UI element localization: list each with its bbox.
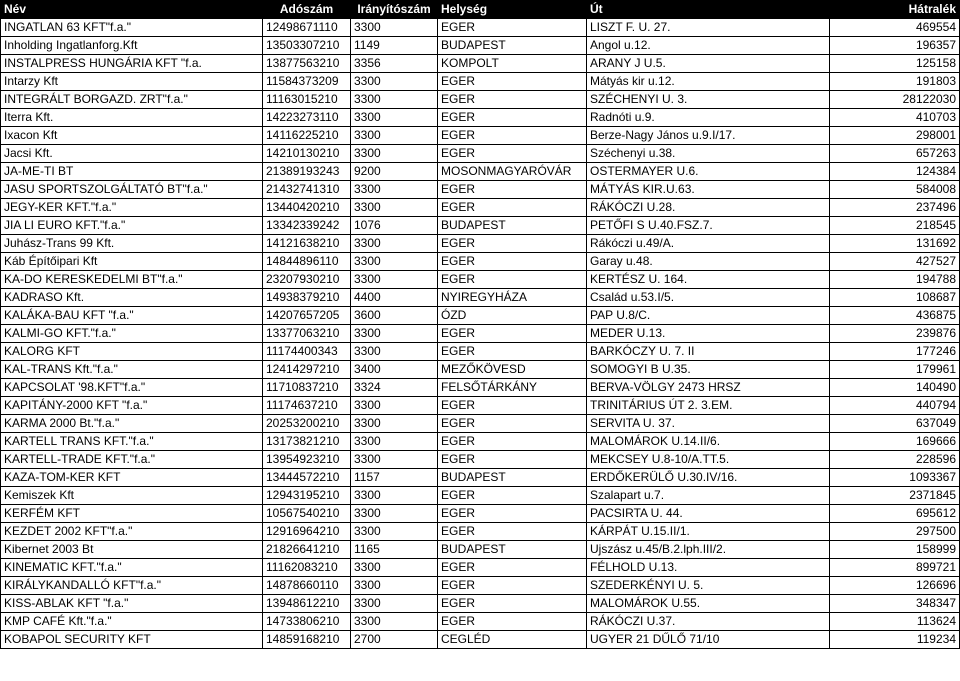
cell-postal-code: 3300 — [351, 325, 438, 343]
cell-street: Ujszász u.45/B.2.lph.III/2. — [587, 541, 830, 559]
cell-city: FELSŐTÁRKÁNY — [438, 379, 587, 397]
table-row — [1, 199, 960, 217]
cell-postal-code: 3300 — [351, 433, 438, 451]
header-postal-code: Irányítószám — [351, 1, 438, 19]
cell-name: JEGY-KER KFT."f.a." — [1, 199, 263, 217]
cell-postal-code: 3300 — [351, 343, 438, 361]
cell-postal-code: 3300 — [351, 577, 438, 595]
cell-name: KOBAPOL SECURITY KFT — [1, 631, 263, 649]
cell-street: PETŐFI S U.40.FSZ.7. — [587, 217, 830, 235]
table-row — [1, 451, 960, 469]
table-row — [1, 469, 960, 487]
cell-name: KERFÉM KFT — [1, 505, 263, 523]
cell-city: ÓZD — [438, 307, 587, 325]
cell-tax-number: 13173821210 — [263, 433, 351, 451]
cell-street: MEDER U.13. — [587, 325, 830, 343]
cell-postal-code: 3300 — [351, 181, 438, 199]
cell-name: KA-DO KERESKEDELMI BT"f.a." — [1, 271, 263, 289]
table-row — [1, 145, 960, 163]
cell-tax-number: 11584373209 — [263, 73, 351, 91]
cell-name: JASU SPORTSZOLGÁLTATÓ BT"f.a." — [1, 181, 263, 199]
cell-postal-code: 3300 — [351, 415, 438, 433]
cell-name: KISS-ABLAK KFT "f.a." — [1, 595, 263, 613]
cell-tax-number: 14733806210 — [263, 613, 351, 631]
cell-tax-number: 12916964210 — [263, 523, 351, 541]
cell-street: MÁTYÁS KIR.U.63. — [587, 181, 830, 199]
cell-name: KAL-TRANS Kft."f.a." — [1, 361, 263, 379]
cell-city: EGER — [438, 253, 587, 271]
cell-postal-code: 1157 — [351, 469, 438, 487]
table-row — [1, 433, 960, 451]
cell-street: ARANY J U.5. — [587, 55, 830, 73]
cell-name: Inholding Ingatlanforg.Kft — [1, 37, 263, 55]
cell-name: Jacsi Kft. — [1, 145, 263, 163]
cell-arrears: 237496 — [830, 199, 960, 217]
cell-street: BERVA-VÖLGY 2473 HRSZ — [587, 379, 830, 397]
cell-street: Szalapart u.7. — [587, 487, 830, 505]
cell-name: KARTELL-TRADE KFT."f.a." — [1, 451, 263, 469]
cell-city: CEGLÉD — [438, 631, 587, 649]
cell-street: Angol u.12. — [587, 37, 830, 55]
cell-tax-number: 14223273110 — [263, 109, 351, 127]
cell-city: EGER — [438, 505, 587, 523]
cell-arrears: 169666 — [830, 433, 960, 451]
cell-name: Iterra Kft. — [1, 109, 263, 127]
table-row — [1, 127, 960, 145]
table-row — [1, 613, 960, 631]
cell-city: EGER — [438, 343, 587, 361]
cell-name: KARTELL TRANS KFT."f.a." — [1, 433, 263, 451]
cell-street: Radnóti u.9. — [587, 109, 830, 127]
cell-tax-number: 23207930210 — [263, 271, 351, 289]
cell-tax-number: 13954923210 — [263, 451, 351, 469]
cell-street: RÁKÓCZI U.28. — [587, 199, 830, 217]
cell-postal-code: 3300 — [351, 451, 438, 469]
cell-city: EGER — [438, 613, 587, 631]
table-row — [1, 631, 960, 649]
cell-city: KOMPOLT — [438, 55, 587, 73]
cell-tax-number: 14207657205 — [263, 307, 351, 325]
cell-tax-number: 21432741310 — [263, 181, 351, 199]
cell-arrears: 298001 — [830, 127, 960, 145]
cell-postal-code: 3300 — [351, 19, 438, 37]
cell-street: RÁKÓCZI U.37. — [587, 613, 830, 631]
cell-tax-number: 20253200210 — [263, 415, 351, 433]
cell-city: EGER — [438, 109, 587, 127]
cell-street: Mátyás kir u.12. — [587, 73, 830, 91]
cell-city: MEZŐKÖVESD — [438, 361, 587, 379]
cell-postal-code: 3300 — [351, 505, 438, 523]
cell-name: KAPCSOLAT '98.KFT"f.a." — [1, 379, 263, 397]
cell-tax-number: 14878660110 — [263, 577, 351, 595]
cell-tax-number: 12498671110 — [263, 19, 351, 37]
cell-name: Kibernet 2003 Bt — [1, 541, 263, 559]
table-row — [1, 109, 960, 127]
cell-postal-code: 3600 — [351, 307, 438, 325]
cell-name: JA-ME-TI BT — [1, 163, 263, 181]
header-arrears: Hátralék — [830, 1, 960, 19]
cell-street: SZÉCHENYI U. 3. — [587, 91, 830, 109]
cell-city: EGER — [438, 235, 587, 253]
cell-tax-number: 13444572210 — [263, 469, 351, 487]
cell-arrears: 28122030 — [830, 91, 960, 109]
cell-tax-number: 14859168210 — [263, 631, 351, 649]
cell-postal-code: 3356 — [351, 55, 438, 73]
cell-tax-number: 14121638210 — [263, 235, 351, 253]
cell-name: INGATLAN 63 KFT"f.a." — [1, 19, 263, 37]
cell-name: KAZA-TOM-KER KFT — [1, 469, 263, 487]
cell-arrears: 427527 — [830, 253, 960, 271]
cell-street: MEKCSEY U.8-10/A.TT.5. — [587, 451, 830, 469]
cell-tax-number: 14116225210 — [263, 127, 351, 145]
cell-street: Család u.53.I/5. — [587, 289, 830, 307]
cell-arrears: 140490 — [830, 379, 960, 397]
cell-street: Garay u.48. — [587, 253, 830, 271]
cell-tax-number: 21389193243 — [263, 163, 351, 181]
cell-tax-number: 14844896110 — [263, 253, 351, 271]
cell-city: EGER — [438, 91, 587, 109]
cell-name: KARMA 2000 Bt."f.a." — [1, 415, 263, 433]
cell-street: TRINITÁRIUS ÚT 2. 3.EM. — [587, 397, 830, 415]
header-street: Út — [587, 1, 830, 19]
cell-arrears: 113624 — [830, 613, 960, 631]
table-row — [1, 487, 960, 505]
cell-arrears: 348347 — [830, 595, 960, 613]
table-row — [1, 325, 960, 343]
cell-postal-code: 4400 — [351, 289, 438, 307]
cell-city: EGER — [438, 397, 587, 415]
cell-tax-number: 13342339242 — [263, 217, 351, 235]
cell-city: EGER — [438, 271, 587, 289]
cell-postal-code: 1149 — [351, 37, 438, 55]
cell-postal-code: 3300 — [351, 109, 438, 127]
cell-street: SZEDERKÉNYI U. 5. — [587, 577, 830, 595]
cell-arrears: 158999 — [830, 541, 960, 559]
cell-postal-code: 3300 — [351, 487, 438, 505]
table-row — [1, 55, 960, 73]
table-row — [1, 19, 960, 37]
cell-name: Intarzy Kft — [1, 73, 263, 91]
cell-arrears: 108687 — [830, 289, 960, 307]
cell-name: INSTALPRESS HUNGÁRIA KFT "f.a. — [1, 55, 263, 73]
cell-city: BUDAPEST — [438, 469, 587, 487]
cell-street: ERDŐKERÜLŐ U.30.IV/16. — [587, 469, 830, 487]
cell-postal-code: 3300 — [351, 127, 438, 145]
header-tax-number: Adószám — [263, 1, 351, 19]
cell-arrears: 469554 — [830, 19, 960, 37]
cell-tax-number: 12414297210 — [263, 361, 351, 379]
cell-name: KINEMATIC KFT."f.a." — [1, 559, 263, 577]
cell-name: Káb Építőipari Kft — [1, 253, 263, 271]
cell-city: EGER — [438, 145, 587, 163]
cell-name: KEZDET 2002 KFT"f.a." — [1, 523, 263, 541]
cell-arrears: 436875 — [830, 307, 960, 325]
cell-arrears: 124384 — [830, 163, 960, 181]
cell-city: MOSONMAGYARÓVÁR — [438, 163, 587, 181]
cell-arrears: 119234 — [830, 631, 960, 649]
cell-city: EGER — [438, 127, 587, 145]
table-row — [1, 217, 960, 235]
table-body — [1, 19, 960, 649]
cell-tax-number: 13377063210 — [263, 325, 351, 343]
cell-street: BARKÓCZY U. 7. II — [587, 343, 830, 361]
cell-name: KAPITÁNY-2000 KFT "f.a." — [1, 397, 263, 415]
cell-city: BUDAPEST — [438, 541, 587, 559]
cell-postal-code: 3300 — [351, 73, 438, 91]
cell-tax-number: 11710837210 — [263, 379, 351, 397]
cell-name: Juhász-Trans 99 Kft. — [1, 235, 263, 253]
cell-postal-code: 9200 — [351, 163, 438, 181]
cell-tax-number: 11174400343 — [263, 343, 351, 361]
cell-city: EGER — [438, 577, 587, 595]
table-row — [1, 307, 960, 325]
cell-arrears: 125158 — [830, 55, 960, 73]
cell-arrears: 239876 — [830, 325, 960, 343]
cell-tax-number: 11174637210 — [263, 397, 351, 415]
cell-city: EGER — [438, 19, 587, 37]
cell-postal-code: 2700 — [351, 631, 438, 649]
cell-city: EGER — [438, 559, 587, 577]
cell-tax-number: 11163015210 — [263, 91, 351, 109]
cell-street: UGYER 21 DŰLŐ 71/10 — [587, 631, 830, 649]
cell-arrears: 191803 — [830, 73, 960, 91]
cell-tax-number: 14938379210 — [263, 289, 351, 307]
cell-tax-number: 14210130210 — [263, 145, 351, 163]
table-row — [1, 181, 960, 199]
cell-tax-number: 13503307210 — [263, 37, 351, 55]
cell-postal-code: 3300 — [351, 199, 438, 217]
cell-arrears: 1093367 — [830, 469, 960, 487]
table-row — [1, 415, 960, 433]
cell-city: EGER — [438, 595, 587, 613]
cell-arrears: 440794 — [830, 397, 960, 415]
cell-name: KALORG KFT — [1, 343, 263, 361]
cell-city: BUDAPEST — [438, 217, 587, 235]
cell-city: EGER — [438, 181, 587, 199]
cell-name: INTEGRÁLT BORGAZD. ZRT"f.a." — [1, 91, 263, 109]
cell-tax-number: 13440420210 — [263, 199, 351, 217]
cell-street: PACSIRTA U. 44. — [587, 505, 830, 523]
cell-name: Kemiszek Kft — [1, 487, 263, 505]
table-row — [1, 235, 960, 253]
table-row — [1, 271, 960, 289]
cell-tax-number: 10567540210 — [263, 505, 351, 523]
cell-street: KERTÉSZ U. 164. — [587, 271, 830, 289]
cell-arrears: 410703 — [830, 109, 960, 127]
header-name: Név — [1, 1, 263, 19]
cell-postal-code: 3300 — [351, 91, 438, 109]
cell-postal-code: 3300 — [351, 559, 438, 577]
table-row — [1, 37, 960, 55]
table-row — [1, 379, 960, 397]
table-row — [1, 73, 960, 91]
table-row — [1, 253, 960, 271]
cell-postal-code: 3300 — [351, 523, 438, 541]
cell-arrears: 899721 — [830, 559, 960, 577]
cell-name: KALMI-GO KFT."f.a." — [1, 325, 263, 343]
cell-city: EGER — [438, 73, 587, 91]
cell-arrears: 657263 — [830, 145, 960, 163]
cell-postal-code: 1076 — [351, 217, 438, 235]
cell-city: EGER — [438, 451, 587, 469]
cell-arrears: 196357 — [830, 37, 960, 55]
cell-arrears: 177246 — [830, 343, 960, 361]
cell-tax-number: 13948612210 — [263, 595, 351, 613]
cell-postal-code: 3400 — [351, 361, 438, 379]
cell-tax-number: 12943195210 — [263, 487, 351, 505]
cell-postal-code: 3300 — [351, 595, 438, 613]
cell-name: Ixacon Kft — [1, 127, 263, 145]
cell-street: Berze-Nagy János u.9.I/17. — [587, 127, 830, 145]
table-row — [1, 595, 960, 613]
cell-postal-code: 3300 — [351, 145, 438, 163]
cell-city: EGER — [438, 487, 587, 505]
cell-arrears: 131692 — [830, 235, 960, 253]
table-row — [1, 361, 960, 379]
cell-street: MALOMÁROK U.14.II/6. — [587, 433, 830, 451]
cell-arrears: 637049 — [830, 415, 960, 433]
cell-arrears: 218545 — [830, 217, 960, 235]
table-row — [1, 559, 960, 577]
cell-city: EGER — [438, 415, 587, 433]
cell-street: Széchenyi u.38. — [587, 145, 830, 163]
cell-postal-code: 3300 — [351, 397, 438, 415]
cell-city: EGER — [438, 523, 587, 541]
cell-street: OSTERMAYER U.6. — [587, 163, 830, 181]
cell-name: KALÁKA-BAU KFT "f.a." — [1, 307, 263, 325]
table-row — [1, 505, 960, 523]
cell-street: SOMOGYI B U.35. — [587, 361, 830, 379]
cell-postal-code: 3300 — [351, 613, 438, 631]
table-row — [1, 343, 960, 361]
cell-arrears: 179961 — [830, 361, 960, 379]
table-row — [1, 541, 960, 559]
cell-street: MALOMÁROK U.55. — [587, 595, 830, 613]
cell-arrears: 2371845 — [830, 487, 960, 505]
header-city: Helység — [438, 1, 587, 19]
cell-arrears: 695612 — [830, 505, 960, 523]
cell-city: EGER — [438, 199, 587, 217]
cell-postal-code: 3300 — [351, 271, 438, 289]
cell-arrears: 194788 — [830, 271, 960, 289]
cell-postal-code: 3324 — [351, 379, 438, 397]
cell-postal-code: 3300 — [351, 253, 438, 271]
cell-street: PAP U.8/C. — [587, 307, 830, 325]
table-row — [1, 577, 960, 595]
cell-street: SERVITA U. 37. — [587, 415, 830, 433]
cell-name: KIRÁLYKANDALLÓ KFT"f.a." — [1, 577, 263, 595]
cell-arrears: 126696 — [830, 577, 960, 595]
cell-street: FÉLHOLD U.13. — [587, 559, 830, 577]
table-row — [1, 397, 960, 415]
cell-city: EGER — [438, 433, 587, 451]
cell-city: NYIREGYHÁZA — [438, 289, 587, 307]
header-row — [1, 1, 960, 19]
cell-name: KMP CAFÉ Kft."f.a." — [1, 613, 263, 631]
cell-name: KADRASO Kft. — [1, 289, 263, 307]
table-row — [1, 289, 960, 307]
cell-tax-number: 21826641210 — [263, 541, 351, 559]
cell-name: JIA LI EURO KFT."f.a." — [1, 217, 263, 235]
cell-postal-code: 1165 — [351, 541, 438, 559]
cell-street: LISZT F. U. 27. — [587, 19, 830, 37]
cell-arrears: 297500 — [830, 523, 960, 541]
cell-city: BUDAPEST — [438, 37, 587, 55]
cell-street: Rákóczi u.49/A. — [587, 235, 830, 253]
cell-arrears: 584008 — [830, 181, 960, 199]
cell-postal-code: 3300 — [351, 235, 438, 253]
cell-tax-number: 13877563210 — [263, 55, 351, 73]
cell-arrears: 228596 — [830, 451, 960, 469]
table-row — [1, 91, 960, 109]
cell-street: KÁRPÁT U.15.II/1. — [587, 523, 830, 541]
cell-city: EGER — [438, 325, 587, 343]
cell-tax-number: 11162083210 — [263, 559, 351, 577]
table-row — [1, 163, 960, 181]
table-row — [1, 523, 960, 541]
